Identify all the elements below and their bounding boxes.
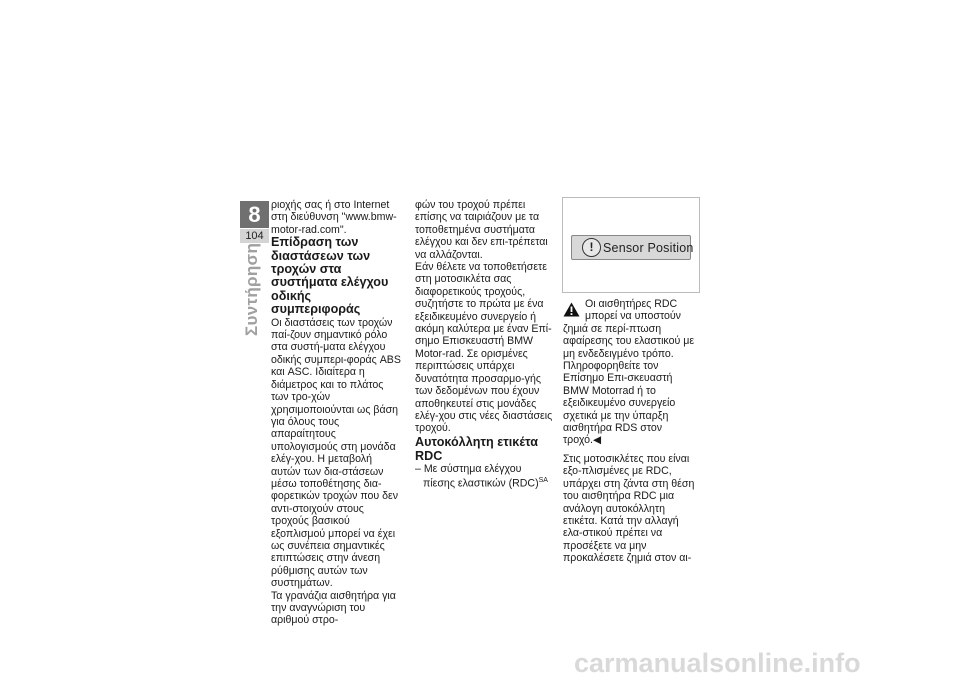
list-item-text: – Με σύστημα ελέγχου πίεσης ελαστικών (RDC) [415, 462, 539, 490]
exclamation-circle-icon: ! [582, 238, 601, 257]
text-column-3 [563, 298, 701, 565]
info-text: Πληροφορηθείτε τον Επίσημο Επι-σκευαστή BMW Motorrad ή το εξειδικευμένο συνεργείο σχετικά με την ύπαρξη αισθητήρα RDS στον τροχό. [563, 360, 676, 447]
watermark: carmanualsonline.info [574, 648, 861, 678]
section-heading-rdc-sticker: Αυτοκόλλητη ετικέτα RDC [415, 434, 539, 463]
option-superscript: SA [538, 477, 548, 485]
sensor-position-figure [562, 197, 700, 293]
chapter-number-box: 8 [240, 201, 269, 228]
end-mark-icon: ◀ [592, 434, 602, 447]
intro-paragraph: ριοχής σας ή στο Internet στη διεύθυνση "www.bmw-motor-rad.com". [271, 199, 397, 236]
body-paragraph: φών του τροχού πρέπει επίσης να ταιριάζουν με τα τοποθετημένα συστήματα ελέγχου και δεν επι-τρέπεται να αλλάζονται. [415, 199, 548, 261]
chapter-title: Συντήρηση [242, 242, 261, 336]
warning-text: Οι αισθητήρες RDC μπορεί να υποστούν ζημιά σε περί-πτωση αφαίρεσης του ελαστικού με μη ενδεδειγμένο τρόπο. [563, 298, 695, 360]
info-paragraph [563, 360, 701, 447]
section-heading-wheel-dimensions: Επίδραση των διαστάσεων των τροχών στα συστήματα ελέγχου οδικής συμπεριφοράς [271, 235, 389, 317]
display-message: Sensor Position [603, 241, 694, 255]
warning-paragraph [563, 298, 701, 360]
warning-triangle-icon [563, 302, 580, 317]
list-item [415, 463, 553, 490]
page-number: 104 [240, 229, 269, 243]
body-paragraph: Στις μοτοσικλέτες που είναι εξο-πλισμένες με RDC, υπάρχει στη ζάντα στη θέση του αισθητήρα RDC μια ανάλογη αυτοκόλλητη ετικέτα. Κατά την αλλαγή ελα-στικού πρέπει να προσέξετε να μην προκαλέσετε ζημιά στον αι- [563, 452, 695, 565]
body-paragraph: Εάν θέλετε να τοποθετήσετε στη μοτοσικλέτα σας διαφορετικούς τροχούς, συζητήστε το πρώτα με ένα εξειδικευμένο συνεργείο ή ακόμη καλύτερα με έναν Επί-σημο Επισκευαστή BMW Motor-rad. Σε ορισμένες περιπτώσεις υπάρχει δυνατότητα προσαρμο-γής των δεδομένων που έχουν αποθηκευτεί στις μονάδες ελέγ-χου στις νέες διαστάσεις τροχού. [415, 261, 553, 435]
body-paragraph: Οι διαστάσεις των τροχών παί-ζουν σημαντικό ρόλο στα συστή-ματα ελέγχου οδικής συμπερι-φοράς ABS και ASC. Ιδιαίτερα η διάμετρος και το πλάτος των τρο-χών χρησιμοποιούνται ως βάση για όλους τους απαραίτητους υπολογισμούς στη μονάδα ελέγ-χου. Η μεταβολή αυτών των δια-στάσεων μέσω τοποθέτησης δια-φορετικών τροχών που δεν αντι-στοιχούν στους τροχούς βασικού εξοπλισμού μπορεί να έχει ως συνέπεια σημαντικές επιπτώσεις στην άνεση ρύθμισης αυτών των συστημάτων. [271, 316, 401, 590]
body-paragraph: Τα γρανάζια αισθητήρα για την αναγνώριση του αριθμού στρο- [271, 589, 396, 627]
text-column-1 [271, 199, 403, 627]
dashboard-display [571, 235, 694, 260]
text-column-2 [415, 199, 553, 490]
